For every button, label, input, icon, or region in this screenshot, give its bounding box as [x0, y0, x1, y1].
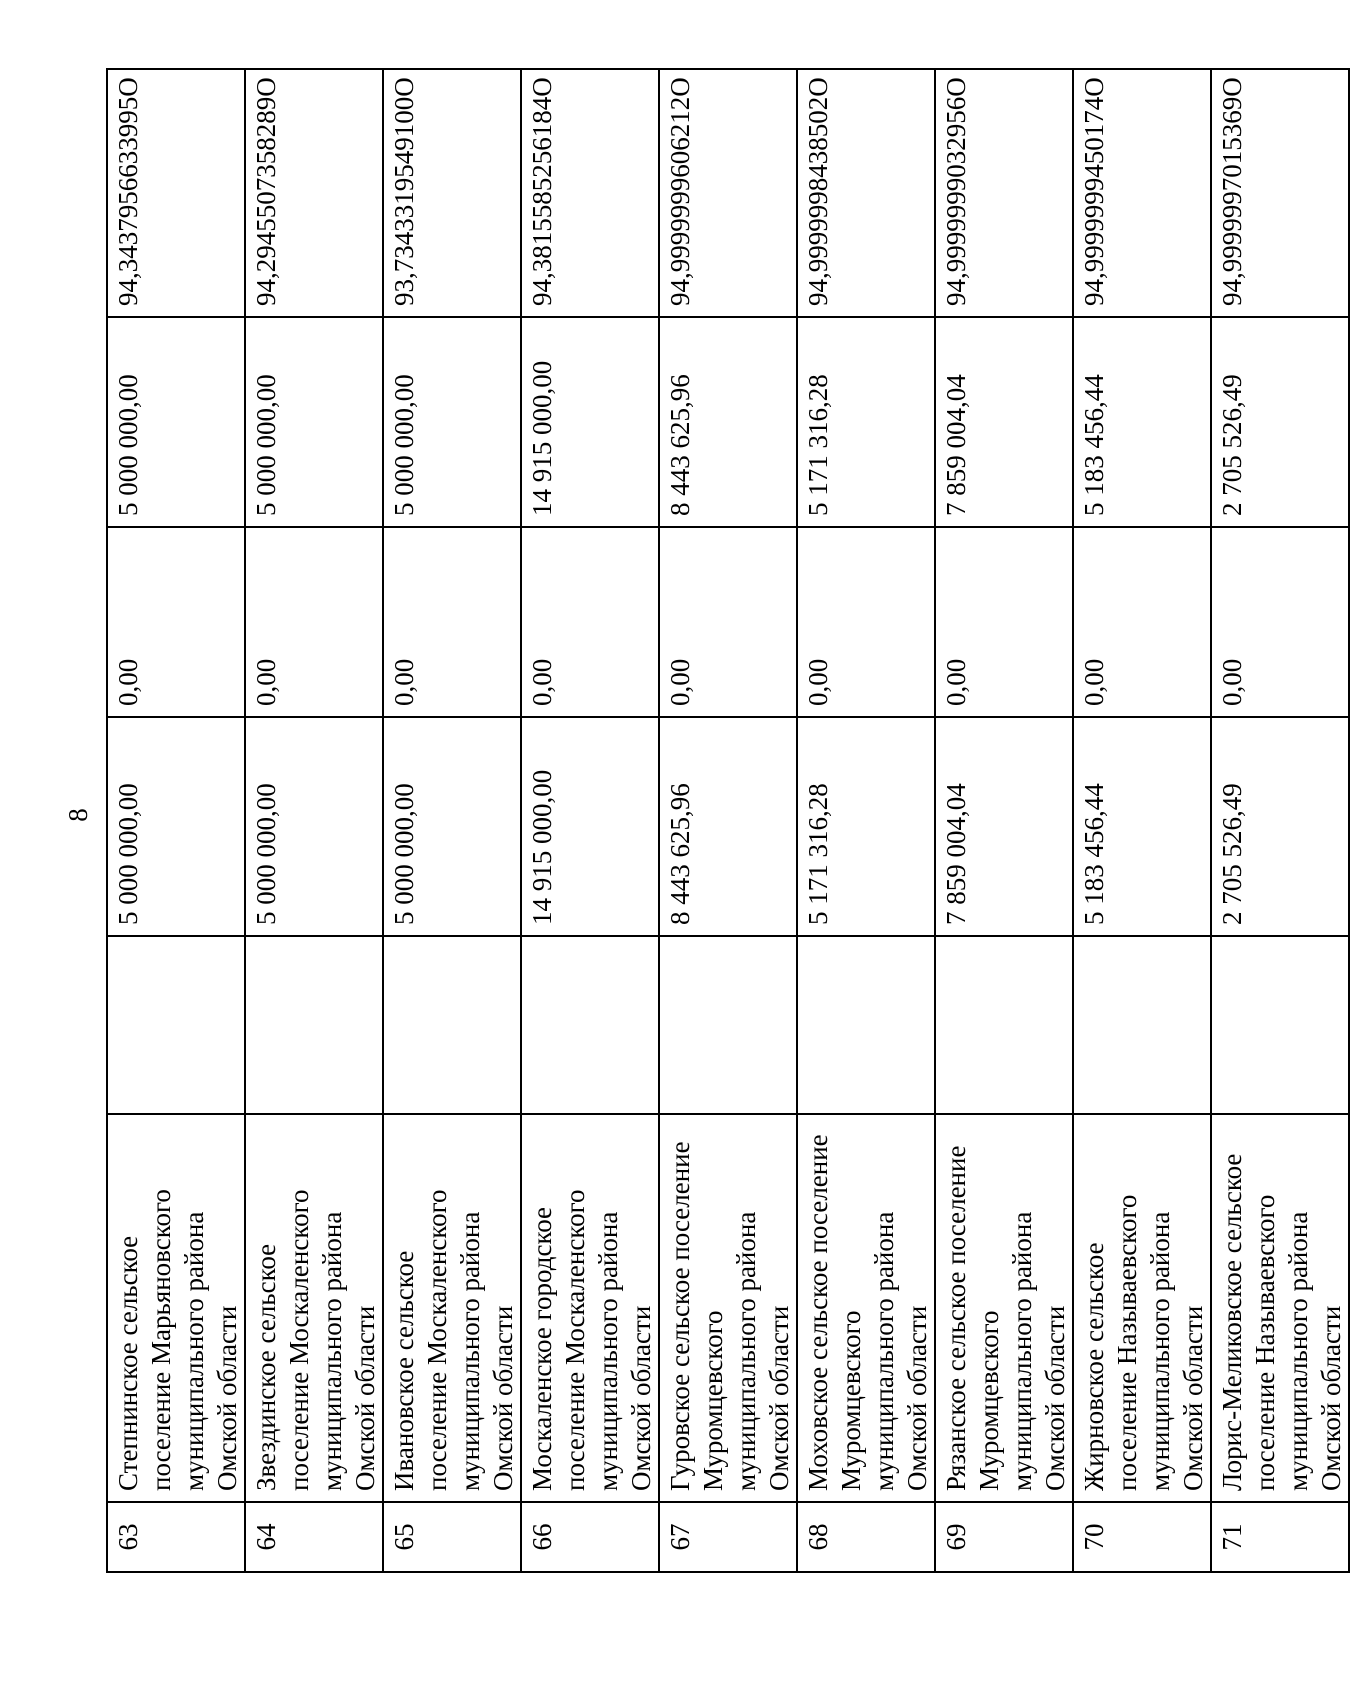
total-cell: 5 183 456,44 — [1073, 317, 1211, 527]
zero-cell: 0,00 — [935, 527, 1073, 717]
subsidy-table — [106, 68, 1350, 1573]
zero-cell: 0,00 — [1073, 527, 1211, 717]
total-cell: 8 443 625,96 — [659, 317, 797, 527]
amount-cell: 5 171 316,28 — [797, 717, 935, 936]
zero-cell: 0,00 — [521, 527, 659, 717]
percent-cell: 94,9999999606212О — [659, 69, 797, 317]
empty-cell — [1073, 936, 1211, 1114]
municipality-name: Лорис-Меликовское сельское поселение Называевского муниципального района Омской области — [1211, 1114, 1349, 1502]
municipality-name: Рязанское сельское поселение Муромцевского муниципального района Омской области — [935, 1114, 1073, 1502]
row-number: 70 — [1073, 1502, 1211, 1572]
page-number: 8 — [63, 808, 93, 822]
table-row — [797, 69, 935, 1572]
empty-cell — [245, 936, 383, 1114]
table-row — [245, 69, 383, 1572]
table-row — [935, 69, 1073, 1572]
percent-cell: 94,9999999450174О — [1073, 69, 1211, 317]
amount-cell: 5 000 000,00 — [383, 717, 521, 936]
table-row — [107, 69, 245, 1572]
total-cell: 5 000 000,00 — [383, 317, 521, 527]
zero-cell: 0,00 — [1211, 527, 1349, 717]
percent-cell: 94,3437956633995О — [107, 69, 245, 317]
table-row — [521, 69, 659, 1572]
table-row — [1073, 69, 1211, 1572]
row-number: 71 — [1211, 1502, 1349, 1572]
total-cell: 14 915 000,00 — [521, 317, 659, 527]
empty-cell — [797, 936, 935, 1114]
empty-cell — [383, 936, 521, 1114]
amount-cell: 8 443 625,96 — [659, 717, 797, 936]
amount-cell: 2 705 526,49 — [1211, 717, 1349, 936]
zero-cell: 0,00 — [797, 527, 935, 717]
percent-cell: 94,9999999032956О — [935, 69, 1073, 317]
amount-cell: 5 000 000,00 — [107, 717, 245, 936]
municipality-name: Ивановское сельское поселение Москаленского муниципального района Омской области — [383, 1114, 521, 1502]
amount-cell: 7 859 004,04 — [935, 717, 1073, 936]
table-row — [383, 69, 521, 1572]
municipality-name: Степнинское сельское поселение Марьяновского муниципального района Омской области — [107, 1114, 245, 1502]
municipality-name: Гуровское сельское поселение Муромцевского муниципального района Омской области — [659, 1114, 797, 1502]
empty-cell — [935, 936, 1073, 1114]
total-cell: 2 705 526,49 — [1211, 317, 1349, 527]
zero-cell: 0,00 — [659, 527, 797, 717]
row-number: 63 — [107, 1502, 245, 1572]
empty-cell — [1211, 936, 1349, 1114]
zero-cell: 0,00 — [383, 527, 521, 717]
municipality-name: Жирновское сельское поселение Называевского муниципального района Омской области — [1073, 1114, 1211, 1502]
empty-cell — [659, 936, 797, 1114]
table-row — [1211, 69, 1349, 1572]
row-number: 64 — [245, 1502, 383, 1572]
amount-cell: 14 915 000,00 — [521, 717, 659, 936]
percent-cell: 94,9999998438502О — [797, 69, 935, 317]
municipality-name: Звездинское сельское поселение Москаленского муниципального района Омской области — [245, 1114, 383, 1502]
municipality-name: Москаленское городское поселение Москаленского муниципального района Омской области — [521, 1114, 659, 1502]
municipality-name: Моховское сельское поселение Муромцевского муниципального района Омской области — [797, 1114, 935, 1502]
total-cell: 5 000 000,00 — [107, 317, 245, 527]
amount-cell: 5 183 456,44 — [1073, 717, 1211, 936]
total-cell: 7 859 004,04 — [935, 317, 1073, 527]
row-number: 69 — [935, 1502, 1073, 1572]
table-row — [659, 69, 797, 1572]
total-cell: 5 171 316,28 — [797, 317, 935, 527]
row-number: 67 — [659, 1502, 797, 1572]
amount-cell: 5 000 000,00 — [245, 717, 383, 936]
row-number: 65 — [383, 1502, 521, 1572]
zero-cell: 0,00 — [107, 527, 245, 717]
empty-cell — [107, 936, 245, 1114]
rotated-table-wrapper — [106, 70, 1346, 1573]
row-number: 68 — [797, 1502, 935, 1572]
zero-cell: 0,00 — [245, 527, 383, 717]
total-cell: 5 000 000,00 — [245, 317, 383, 527]
percent-cell: 94,9999997015369О — [1211, 69, 1349, 317]
percent-cell: 94,2945507358289О — [245, 69, 383, 317]
empty-cell — [521, 936, 659, 1114]
percent-cell: 93,7343319549100О — [383, 69, 521, 317]
row-number: 66 — [521, 1502, 659, 1572]
percent-cell: 94,3815585256184О — [521, 69, 659, 317]
